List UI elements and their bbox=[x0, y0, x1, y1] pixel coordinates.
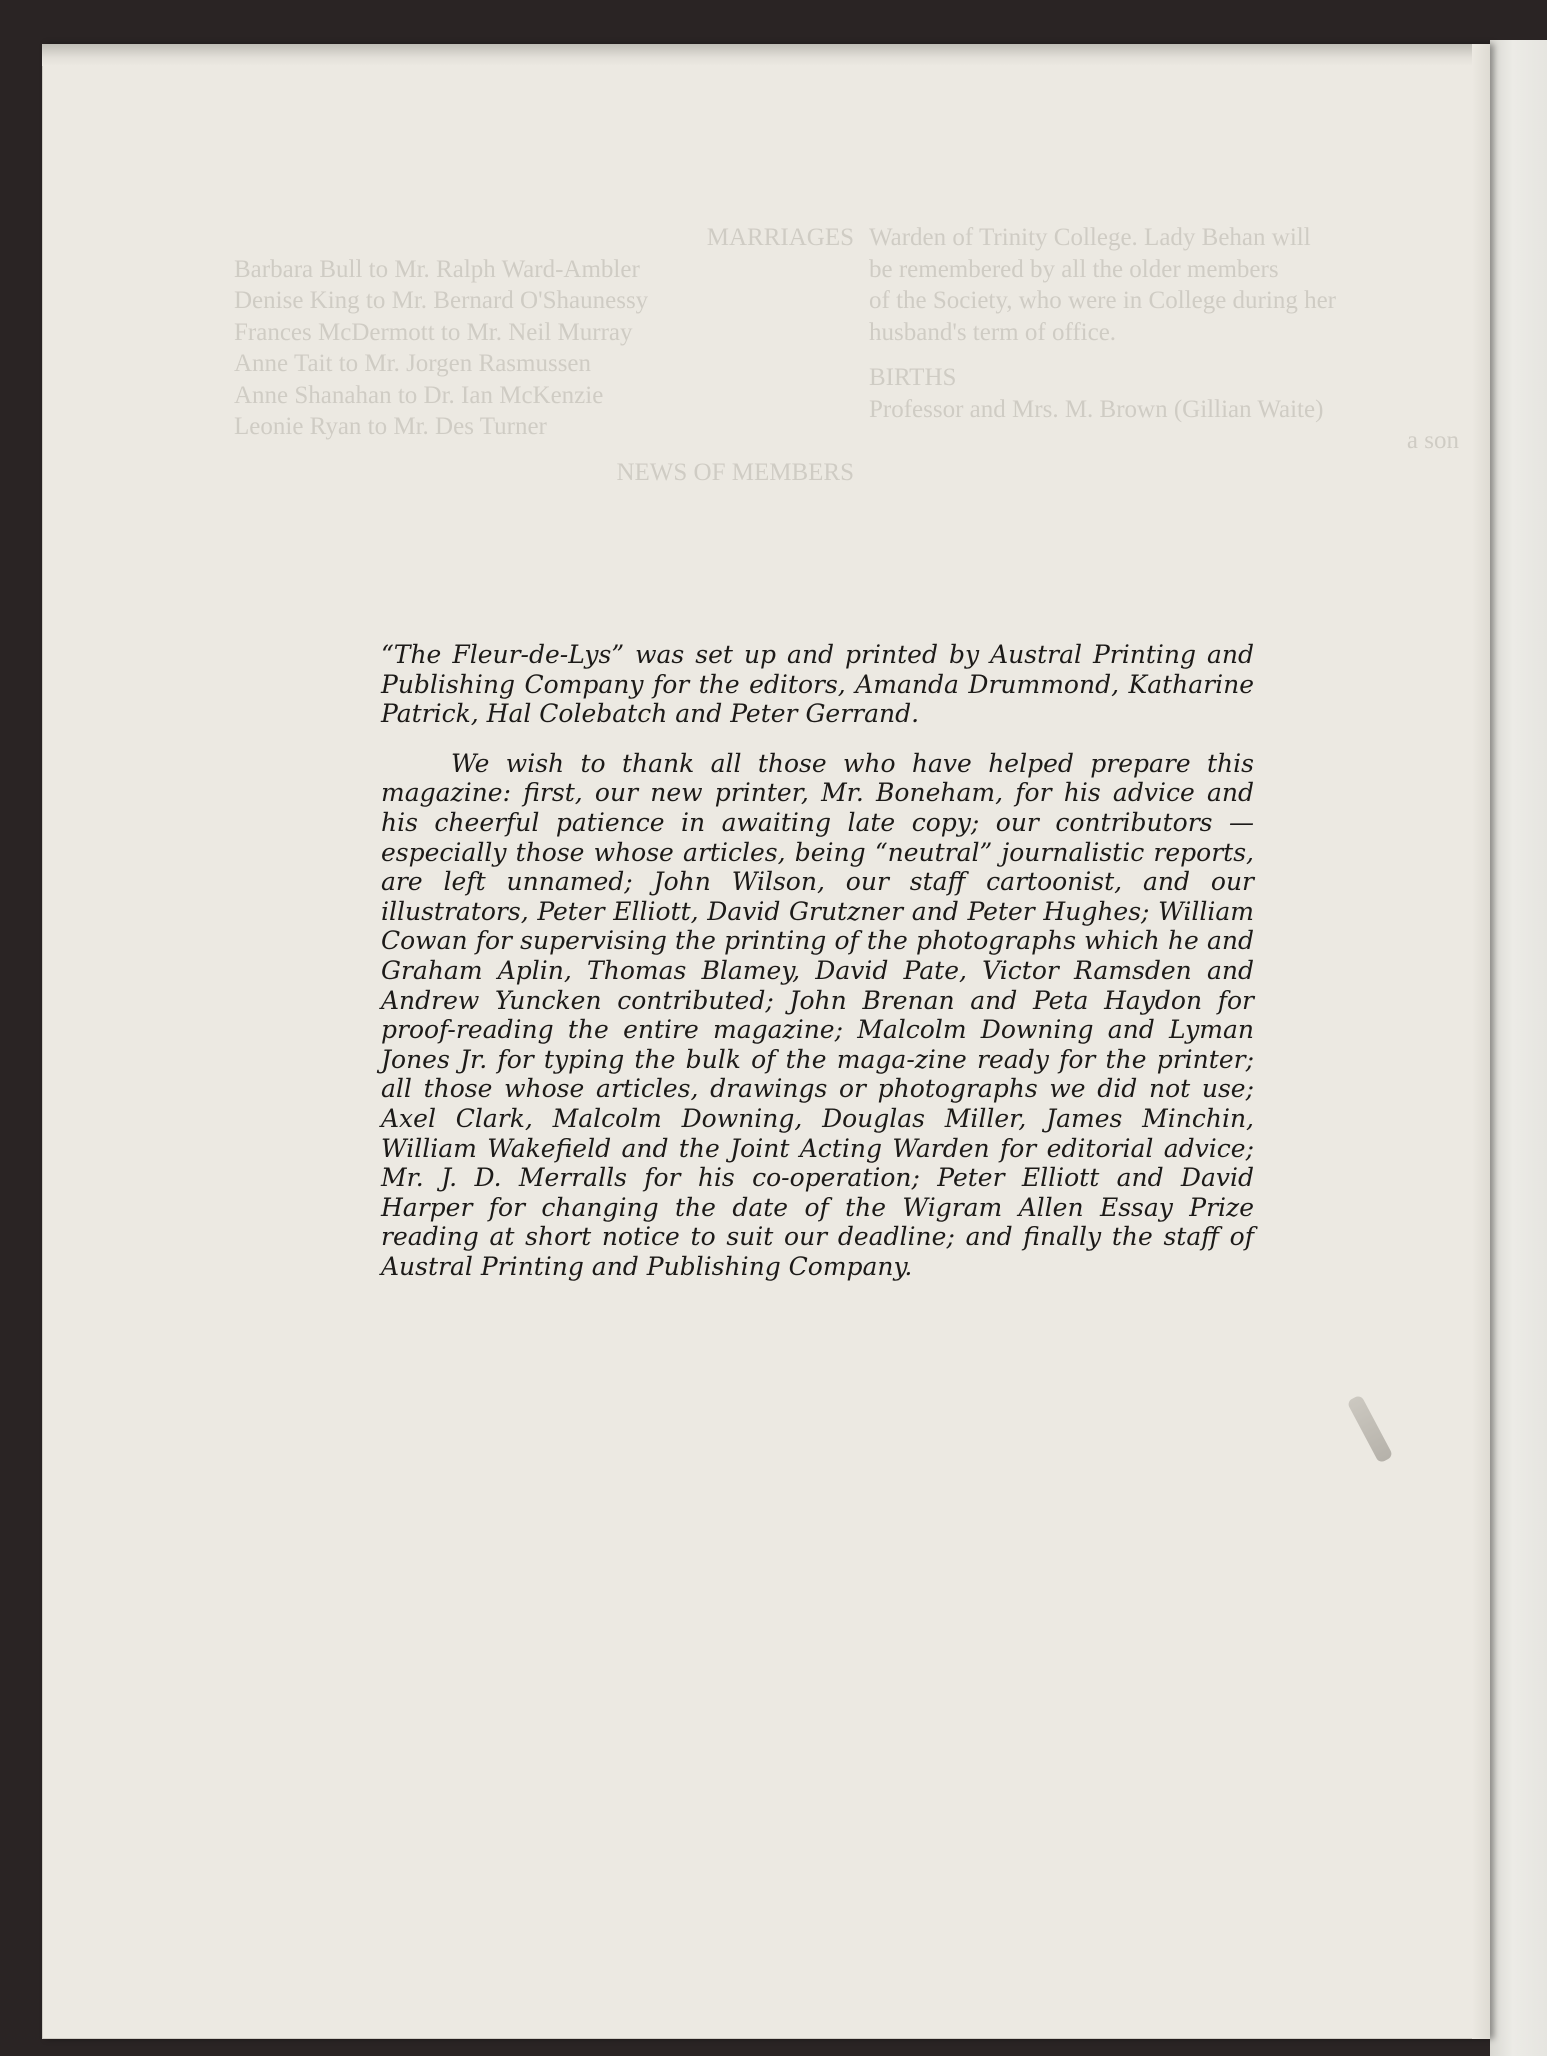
bleed-line: Denise King to Mr. Bernard O'Shaunessy bbox=[234, 287, 649, 314]
bleed-line: Barbara Bull to Mr. Ralph Ward-Ambler bbox=[234, 255, 640, 283]
bleed-line: BIRTHS bbox=[869, 364, 957, 391]
bleed-through-left-column bbox=[234, 222, 854, 488]
bleed-line: Anne Shanahan to Dr. Ian McKenzie bbox=[234, 381, 604, 409]
bleed-line: husband's term of office. bbox=[869, 318, 1117, 346]
printer-credit-paragraph: “The Fleur-de-Lys” was set up and printed by Austral Printing and Publishing Company for the editors, Amanda Drummond, Katharine Patrick, Hal Colebatch and Peter Gerrand. bbox=[381, 640, 1254, 729]
bleed-line: Frances McDermott to Mr. Neil Murray bbox=[234, 318, 633, 346]
thanks-paragraph: We wish to thank all those who have helped prepare this magazine: first, our new printer, Mr. Boneham, for his advice and his cheerful patience in awaiting late copy; our contributors —especially those whose articles, being “neutral” journalistic reports, are left unnamed; John Wilson, our staff cartoonist, and our illustrators, Peter Elliott, David Grutzner and Peter Hughes; William Cowan for supervising the printing of the photographs which he and Graham Aplin, Thomas Blamey, David Pate, Victor Ramsden and Andrew Yuncken contributed; John Brenan and Peta Haydon for proof-reading the entire magazine; Malcolm Downing and Lyman Jones Jr. for typing the bulk of the maga-zine ready for the printer; all those whose articles, drawings or photographs we did not use; Axel Clark, Malcolm Downing, Douglas Miller, James Minchin, William Wakefield and the Joint Acting Warden for editorial advice; Mr. J. D. Merralls for his co-operation; Peter Elliott and David Harper for changing the date of the Wigram Allen Essay Prize reading at short notice to suit our deadline; and finally the staff of Austral Printing and Publishing Company. bbox=[381, 748, 1254, 1281]
page-right-edge bbox=[1472, 44, 1490, 2039]
bleed-line: a son bbox=[1406, 427, 1459, 454]
adjacent-page bbox=[1490, 40, 1547, 2056]
bleed-line: Anne Tait to Mr. Jorgen Rasmussen bbox=[234, 350, 592, 377]
page-top-edge bbox=[42, 44, 1490, 66]
bleed-line: of the Society, who were in College during her bbox=[869, 287, 1337, 314]
bleed-line: Warden of Trinity College. Lady Behan will bbox=[869, 224, 1311, 251]
bleed-line: MARRIAGES bbox=[706, 224, 854, 251]
bleed-line: Leonie Ryan to Mr. Des Turner bbox=[234, 413, 547, 440]
bleed-line: Professor and Mrs. M. Brown (Gillian Waite) bbox=[869, 395, 1324, 423]
bleed-line: NEWS OF MEMBERS bbox=[616, 458, 854, 486]
acknowledgements-notice bbox=[381, 640, 1254, 1281]
bleed-line: be remembered by all the older members bbox=[869, 255, 1279, 283]
bleed-through-right-column bbox=[869, 222, 1459, 457]
page-blemish bbox=[1347, 1394, 1394, 1463]
